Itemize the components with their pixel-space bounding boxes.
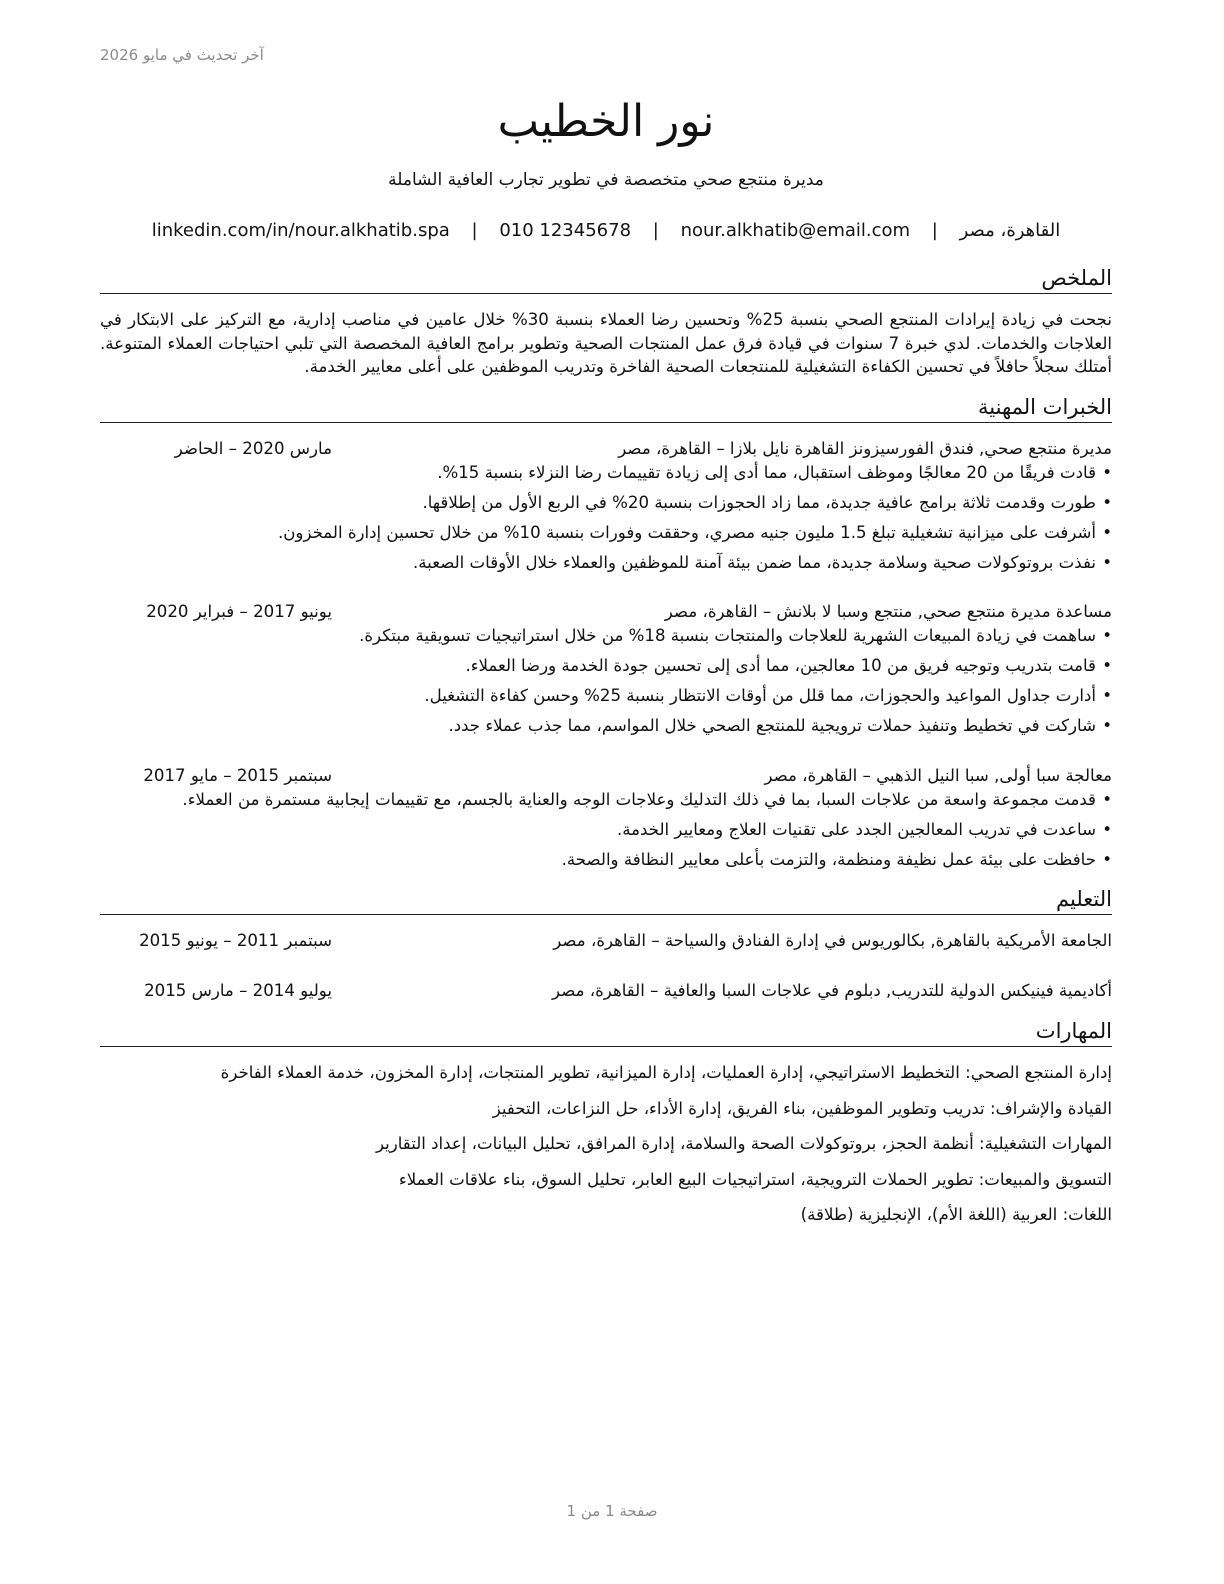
- summary-text: نجحت في زيادة إيرادات المنتجع الصحي بنسبة 25% وتحسين رضا العملاء بنسبة 30% خلال عامين في مناصب إدارية، مع التركيز على الابتكار في العلاجات والخدمات. لدي خبرة 7 سنوات في قيادة فرق عمل المنتجات الصحية وتطوير برامج العافية المخصصة التي تلبي احتياجات العملاء المتنوعة. أمتلك سجلاً حافلاً في تحسين الكفاءة التشغيلية للمنتجعات الصحية الفاخرة وتدريب الموظفين على أعلى معايير الخدمة.: [100, 310, 1113, 376]
- job-bullet: [100, 818, 1112, 842]
- skill-line: المهارات التشغيلية: أنظمة الحجز، بروتوكولات الصحة والسلامة، إدارة المرافق، تحليل البيانات، إعداد التقارير: [375, 1134, 1112, 1153]
- education-dates: سبتمبر 2011 – يونيو 2015: [139, 931, 332, 950]
- candidate-name: نور الخطيب: [497, 96, 715, 147]
- job-role: معالجة سبا أولى, سبا النيل الذهبي – القاهرة، مصر: [764, 765, 1112, 785]
- skills-list: [100, 1061, 1112, 1227]
- job-dates: مارس 2020 – الحاضر: [174, 438, 332, 458]
- bullet-text: قدمت مجموعة واسعة من علاجات السبا، بما في ذلك التدليك وعلاجات الوجه والعناية بالجسم، مع تقييمات إيجابية مستمرة من العملاء.: [182, 789, 1096, 809]
- job-header: [100, 437, 1112, 461]
- education-entry: [100, 979, 1112, 1003]
- bullet-text: نفذت بروتوكولات صحية وسلامة جديدة، مما ضمن بيئة آمنة للموظفين والعملاء خلال الأوقات الصعبة.: [413, 552, 1096, 572]
- job-bullet: [100, 654, 1112, 678]
- job-role: مديرة منتجع صحي, فندق الفورسيزونز القاهرة نايل بلازا – القاهرة، مصر: [618, 438, 1112, 458]
- skills-heading: المهارات: [100, 1017, 1112, 1047]
- contact-separator: |: [471, 220, 478, 241]
- skill-line: التسويق والمبيعات: تطوير الحملات الترويجية، استراتيجيات البيع العابر، تحليل السوق، بناء علاقات العملاء: [398, 1169, 1112, 1189]
- job-bullet: [100, 684, 1112, 708]
- contact-line: [100, 218, 1112, 244]
- experience-heading: الخبرات المهنية: [100, 393, 1112, 423]
- bullet-text: ساعدت في تدريب المعالجين الجدد على تقنيات العلاج ومعايير الخدمة.: [617, 819, 1096, 839]
- resume-content: [100, 92, 1112, 1239]
- contact-separator: |: [652, 220, 659, 241]
- skill-line: القيادة والإشراف: تدريب وتطوير الموظفين، بناء الفريق، إدارة الأداء، حل النزاعات، التحفيز: [492, 1098, 1112, 1118]
- bullet-text: شاركت في تخطيط وتنفيذ حملات ترويجية للمنتجع الصحي خلال المواسم، مما جذب عملاء جدد.: [448, 716, 1096, 735]
- contact-location: القاهرة، مصر: [959, 220, 1061, 241]
- bullet-icon: •: [1102, 626, 1112, 645]
- bullet-icon: •: [1102, 789, 1112, 809]
- bullet-icon: •: [1102, 522, 1112, 542]
- bullet-text: ساهمت في زيادة المبيعات الشهرية للعلاجات والمنتجات بنسبة 18% من خلال استراتيجيات تسويقية مبتكرة.: [359, 626, 1096, 645]
- contact-linkedin[interactable]: linkedin.com/in/nour.alkhatib.spa: [151, 220, 450, 241]
- page-number: صفحة 1 من 1: [566, 1502, 658, 1520]
- bullet-icon: •: [1102, 819, 1112, 839]
- education-heading: التعليم: [100, 885, 1112, 915]
- summary-heading: الملخص: [100, 264, 1112, 294]
- job-bullets: [100, 461, 1112, 575]
- job-entry: [100, 437, 1112, 575]
- job-entry: [100, 764, 1112, 872]
- bullet-icon: •: [1102, 462, 1112, 482]
- job-bullets: [100, 624, 1112, 738]
- bullet-icon: •: [1102, 686, 1112, 705]
- last-updated: آخر تحديث في مايو 2026: [100, 46, 264, 64]
- bullet-icon: •: [1102, 716, 1112, 735]
- education-entry: [100, 929, 1112, 953]
- bullet-text: قادت فريقًا من 20 معالجًا وموظف استقبال، مما أدى إلى زيادة تقييمات رضا النزلاء بنسبة 15%.: [437, 462, 1096, 482]
- job-bullet: [100, 491, 1112, 515]
- job-dates: سبتمبر 2015 – مايو 2017: [143, 765, 332, 785]
- education-dates: يوليو 2014 – مارس 2015: [144, 981, 332, 1000]
- bullet-text: أشرفت على ميزانية تشغيلية تبلغ 1.5 مليون جنيه مصري، وحققت وفورات بنسبة 10% من خلال تحسين إدارة المخزون.: [277, 522, 1096, 542]
- job-bullet: [100, 624, 1112, 648]
- bullet-text: حافظت على بيئة عمل نظيفة ومنظمة، والتزمت بأعلى معايير النظافة والصحة.: [561, 849, 1096, 869]
- skill-line: إدارة المنتجع الصحي: التخطيط الاستراتيجي، إدارة العمليات، إدارة الميزانية، تطوير المنتجات، إدارة المخزون، خدمة العملاء الفاخرة: [220, 1063, 1112, 1082]
- bullet-icon: •: [1102, 656, 1112, 675]
- job-header: [100, 600, 1112, 624]
- job-bullets: [100, 788, 1112, 872]
- skill-line: اللغات: العربية (اللغة الأم)، الإنجليزية (طلاقة): [800, 1205, 1112, 1224]
- bullet-text: قامت بتدريب وتوجيه فريق من 10 معالجين، مما أدى إلى تحسين جودة الخدمة ورضا العملاء.: [465, 656, 1096, 675]
- job-bullet: [100, 788, 1112, 812]
- contact-phone: 010 12345678: [499, 220, 632, 241]
- bullet-icon: •: [1102, 492, 1112, 512]
- contact-separator: |: [931, 220, 938, 241]
- education-institution: أكاديمية فينيكس الدولية للتدريب, دبلوم في علاجات السبا والعافية – القاهرة، مصر: [552, 981, 1112, 1000]
- education-institution: الجامعة الأمريكية بالقاهرة, بكالوريوس في إدارة الفنادق والسياحة – القاهرة، مصر: [553, 931, 1112, 950]
- job-bullet: [100, 714, 1112, 738]
- job-bullet: [100, 848, 1112, 872]
- bullet-icon: •: [1102, 552, 1112, 572]
- job-bullet: [100, 521, 1112, 545]
- job-role: مساعدة مديرة منتجع صحي, منتجع وسبا لا بلانش – القاهرة، مصر: [664, 602, 1112, 621]
- bullet-text: طورت وقدمت ثلاثة برامج عافية جديدة، مما زاد الحجوزات بنسبة 20% في الربع الأول من إطلاقها.: [422, 492, 1096, 512]
- job-dates: يونيو 2017 – فبراير 2020: [146, 602, 332, 621]
- headline: مديرة منتجع صحي متخصصة في تطوير تجارب العافية الشاملة: [388, 170, 824, 190]
- job-bullet: [100, 461, 1112, 485]
- job-bullet: [100, 551, 1112, 575]
- job-entry: [100, 600, 1112, 738]
- job-header: [100, 764, 1112, 788]
- bullet-text: أدارت جداول المواعيد والحجوزات، مما قلل من أوقات الانتظار بنسبة 25% وحسن كفاءة التشغيل.: [424, 686, 1096, 705]
- bullet-icon: •: [1102, 849, 1112, 869]
- contact-email[interactable]: nour.alkhatib@email.com: [680, 220, 911, 241]
